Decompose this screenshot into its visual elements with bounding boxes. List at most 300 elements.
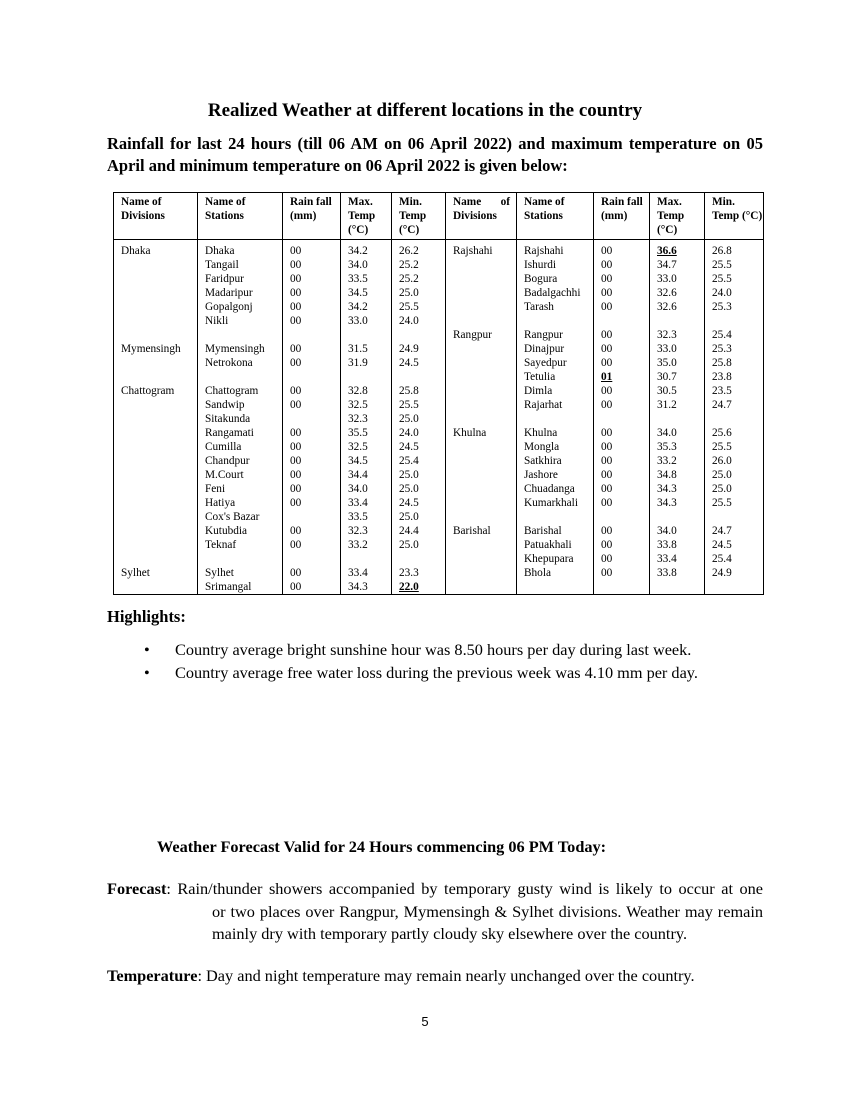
- cell-division-right: [446, 538, 517, 552]
- forecast-rest: or two places over Rangpur, Mymensingh & Sylhet divisions. Weather may remain mainly dry with temporary partly cloudy sky elsewhere over the country.: [212, 901, 763, 943]
- cell-max-temp-right: 32.6: [650, 300, 705, 314]
- cell-station-right: Sayedpur: [517, 356, 594, 370]
- cell-division: [114, 538, 198, 552]
- cell-station-right: Chuadanga: [517, 482, 594, 496]
- cell-rainfall: 00: [283, 356, 341, 370]
- cell-min-temp: 25.0: [392, 412, 446, 426]
- header-rainfall-right: Rain fall (mm): [594, 193, 650, 240]
- table-row: [114, 496, 764, 510]
- forecast-first-line: [107, 878, 763, 901]
- cell-division-right: [446, 580, 517, 595]
- cell-rainfall: 00: [283, 524, 341, 538]
- cell-min-temp: 25.5: [392, 398, 446, 412]
- cell-max-temp: 34.0: [341, 482, 392, 496]
- cell-division: [114, 258, 198, 272]
- page-title: Realized Weather at different locations in the country: [207, 100, 643, 121]
- cell-min-temp-right: 25.0: [705, 482, 764, 496]
- cell-station: Tangail: [198, 258, 283, 272]
- cell-rainfall: 00: [283, 454, 341, 468]
- cell-rainfall-right: 00: [594, 552, 650, 566]
- cell-rainfall-right: 00: [594, 258, 650, 272]
- cell-min-temp-right: [705, 412, 764, 426]
- cell-max-temp-right: [650, 412, 705, 426]
- cell-division: Dhaka: [114, 240, 198, 259]
- forecast-line1: : Rain/thunder showers accompanied by temporary gusty wind is likely to occur at one: [166, 879, 763, 898]
- cell-min-temp: 24.5: [392, 496, 446, 510]
- cell-rainfall: 00: [283, 342, 341, 356]
- table-row: [114, 524, 764, 538]
- cell-division: [114, 328, 198, 342]
- cell-min-temp: [392, 328, 446, 342]
- cell-division: [114, 286, 198, 300]
- page-number: 5: [421, 1014, 429, 1029]
- cell-rainfall: 00: [283, 240, 341, 259]
- cell-max-temp: 33.4: [341, 566, 392, 580]
- cell-min-temp: [392, 370, 446, 384]
- cell-max-temp: [341, 552, 392, 566]
- cell-rainfall-right: 00: [594, 272, 650, 286]
- cell-station: Rangamati: [198, 426, 283, 440]
- table-row: [114, 538, 764, 552]
- cell-rainfall: 00: [283, 258, 341, 272]
- cell-min-temp-right: 25.8: [705, 356, 764, 370]
- table-row: [114, 314, 764, 328]
- header-rainfall: Rain fall (mm): [283, 193, 341, 240]
- cell-rainfall: [283, 552, 341, 566]
- highlights-title: Highlights:: [107, 607, 186, 626]
- cell-division: [114, 524, 198, 538]
- cell-division: [114, 314, 198, 328]
- cell-min-temp: 26.2: [392, 240, 446, 259]
- cell-max-temp-right: 33.0: [650, 342, 705, 356]
- cell-division: [114, 370, 198, 384]
- header-division-right: Name of Divisions: [446, 193, 517, 240]
- cell-min-temp-right: 25.5: [705, 258, 764, 272]
- cell-max-temp-right: 33.4: [650, 552, 705, 566]
- cell-division-right: Rajshahi: [446, 240, 517, 259]
- cell-max-temp: 34.5: [341, 454, 392, 468]
- table-row: [114, 258, 764, 272]
- highlight-text: Country average bright sunshine hour was 8.50 hours per day during last week.: [175, 640, 692, 659]
- cell-max-temp-right: 30.7: [650, 370, 705, 384]
- highlight-text: Country average free water loss during the previous week was 4.10 mm per day.: [175, 663, 698, 682]
- table-row: [114, 412, 764, 426]
- cell-rainfall-right: 00: [594, 300, 650, 314]
- cell-station: [198, 552, 283, 566]
- cell-min-temp: 24.9: [392, 342, 446, 356]
- cell-station: Chattogram: [198, 384, 283, 398]
- cell-min-temp-right: 25.4: [705, 552, 764, 566]
- cell-max-temp: [341, 370, 392, 384]
- cell-min-temp: 24.4: [392, 524, 446, 538]
- cell-division-right: [446, 496, 517, 510]
- table-row: [114, 426, 764, 440]
- cell-max-temp-right: 33.2: [650, 454, 705, 468]
- cell-min-temp: 25.0: [392, 538, 446, 552]
- list-item: [107, 661, 767, 684]
- table-row: [114, 440, 764, 454]
- cell-division-right: [446, 552, 517, 566]
- cell-division: [114, 398, 198, 412]
- table-row: [114, 342, 764, 356]
- header-min-temp-right: Min. Temp (°C): [705, 193, 764, 240]
- cell-division: [114, 440, 198, 454]
- cell-min-temp: 22.0: [392, 580, 446, 595]
- cell-division-right: [446, 384, 517, 398]
- cell-station-right: Tetulia: [517, 370, 594, 384]
- cell-division-right: [446, 412, 517, 426]
- cell-station: Teknaf: [198, 538, 283, 552]
- table-row: [114, 300, 764, 314]
- cell-division-right: Barishal: [446, 524, 517, 538]
- cell-min-temp: 25.0: [392, 468, 446, 482]
- cell-rainfall-right: 01: [594, 370, 650, 384]
- cell-station-right: Dinajpur: [517, 342, 594, 356]
- cell-min-temp: 24.0: [392, 314, 446, 328]
- cell-min-temp: 25.2: [392, 258, 446, 272]
- table-row: [114, 580, 764, 595]
- cell-division-right: [446, 342, 517, 356]
- cell-station-right: Dimla: [517, 384, 594, 398]
- cell-min-temp-right: 24.0: [705, 286, 764, 300]
- cell-max-temp: 34.5: [341, 286, 392, 300]
- cell-max-temp-right: 33.8: [650, 566, 705, 580]
- cell-station: Nikli: [198, 314, 283, 328]
- header-station-right: Name of Stations: [517, 193, 594, 240]
- cell-station: Sitakunda: [198, 412, 283, 426]
- cell-max-temp-right: [650, 314, 705, 328]
- cell-rainfall: 00: [283, 384, 341, 398]
- cell-max-temp: 32.5: [341, 440, 392, 454]
- list-item: [107, 638, 767, 661]
- cell-rainfall-right: 00: [594, 566, 650, 580]
- cell-rainfall: 00: [283, 468, 341, 482]
- cell-station-right: [517, 510, 594, 524]
- cell-division: [114, 496, 198, 510]
- cell-division: Chattogram: [114, 384, 198, 398]
- cell-max-temp: 33.5: [341, 510, 392, 524]
- cell-station: Hatiya: [198, 496, 283, 510]
- cell-division: [114, 356, 198, 370]
- cell-rainfall-right: 00: [594, 454, 650, 468]
- cell-rainfall: 00: [283, 482, 341, 496]
- cell-min-temp: 24.5: [392, 440, 446, 454]
- cell-max-temp-right: 34.0: [650, 524, 705, 538]
- cell-min-temp-right: 25.5: [705, 440, 764, 454]
- cell-min-temp-right: 24.7: [705, 524, 764, 538]
- cell-rainfall-right: 00: [594, 496, 650, 510]
- cell-min-temp-right: [705, 580, 764, 595]
- cell-max-temp: 34.4: [341, 468, 392, 482]
- cell-division-right: [446, 566, 517, 580]
- cell-station: M.Court: [198, 468, 283, 482]
- temperature-text: : Day and night temperature may remain nearly unchanged over the country.: [197, 966, 695, 985]
- cell-min-temp-right: 23.5: [705, 384, 764, 398]
- table-row: [114, 286, 764, 300]
- cell-min-temp-right: 25.0: [705, 468, 764, 482]
- table-row: [114, 384, 764, 398]
- cell-station: Chandpur: [198, 454, 283, 468]
- bullet-icon: •: [144, 663, 150, 682]
- cell-station: Mymensingh: [198, 342, 283, 356]
- header-station: Name of Stations: [198, 193, 283, 240]
- cell-station-right: Satkhira: [517, 454, 594, 468]
- cell-max-temp: [341, 328, 392, 342]
- cell-max-temp-right: 31.2: [650, 398, 705, 412]
- cell-max-temp: 35.5: [341, 426, 392, 440]
- cell-min-temp: 23.3: [392, 566, 446, 580]
- cell-station-right: Tarash: [517, 300, 594, 314]
- table-row: [114, 370, 764, 384]
- cell-max-temp-right: 33.8: [650, 538, 705, 552]
- cell-rainfall: 00: [283, 538, 341, 552]
- cell-division: [114, 272, 198, 286]
- cell-station-right: Rajshahi: [517, 240, 594, 259]
- cell-rainfall-right: 00: [594, 482, 650, 496]
- cell-division: [114, 300, 198, 314]
- cell-min-temp-right: 26.0: [705, 454, 764, 468]
- cell-min-temp-right: 24.9: [705, 566, 764, 580]
- cell-rainfall: 00: [283, 314, 341, 328]
- cell-rainfall-right: 00: [594, 398, 650, 412]
- cell-division-right: [446, 356, 517, 370]
- cell-min-temp-right: 25.6: [705, 426, 764, 440]
- cell-division-right: [446, 398, 517, 412]
- cell-rainfall-right: 00: [594, 240, 650, 259]
- cell-station-right: Ishurdi: [517, 258, 594, 272]
- cell-max-temp: 33.5: [341, 272, 392, 286]
- table-row: [114, 552, 764, 566]
- cell-rainfall: 00: [283, 426, 341, 440]
- cell-min-temp: 25.0: [392, 510, 446, 524]
- cell-station: Faridpur: [198, 272, 283, 286]
- cell-station-right: Khulna: [517, 426, 594, 440]
- cell-rainfall-right: 00: [594, 468, 650, 482]
- cell-rainfall: 00: [283, 300, 341, 314]
- cell-division: Sylhet: [114, 566, 198, 580]
- cell-max-temp: 34.3: [341, 580, 392, 595]
- cell-station: Sylhet: [198, 566, 283, 580]
- cell-max-temp-right: [650, 510, 705, 524]
- cell-min-temp-right: 24.5: [705, 538, 764, 552]
- cell-rainfall: 00: [283, 286, 341, 300]
- cell-station: Sandwip: [198, 398, 283, 412]
- cell-division-right: [446, 314, 517, 328]
- cell-max-temp: 34.2: [341, 240, 392, 259]
- table-row: [114, 454, 764, 468]
- bullet-icon: •: [144, 640, 150, 659]
- cell-rainfall: [283, 370, 341, 384]
- cell-max-temp-right: 34.3: [650, 482, 705, 496]
- cell-min-temp-right: 25.5: [705, 272, 764, 286]
- cell-station: Dhaka: [198, 240, 283, 259]
- cell-min-temp-right: [705, 510, 764, 524]
- cell-station-right: [517, 412, 594, 426]
- cell-max-temp: 32.3: [341, 524, 392, 538]
- cell-station: [198, 328, 283, 342]
- cell-division-right: [446, 258, 517, 272]
- cell-rainfall: [283, 510, 341, 524]
- cell-station: Netrokona: [198, 356, 283, 370]
- cell-max-temp: 31.9: [341, 356, 392, 370]
- cell-rainfall-right: 00: [594, 440, 650, 454]
- cell-station-right: Kumarkhali: [517, 496, 594, 510]
- table-row: [114, 566, 764, 580]
- cell-division: [114, 426, 198, 440]
- cell-station-right: Barishal: [517, 524, 594, 538]
- cell-rainfall-right: 00: [594, 538, 650, 552]
- cell-rainfall-right: [594, 510, 650, 524]
- cell-rainfall: 00: [283, 440, 341, 454]
- cell-station: Kutubdia: [198, 524, 283, 538]
- cell-rainfall-right: 00: [594, 524, 650, 538]
- cell-station-right: Bogura: [517, 272, 594, 286]
- cell-division: Mymensingh: [114, 342, 198, 356]
- table-row: [114, 272, 764, 286]
- table-row: [114, 328, 764, 342]
- cell-max-temp-right: 30.5: [650, 384, 705, 398]
- cell-station-right: Rajarhat: [517, 398, 594, 412]
- cell-min-temp-right: [705, 314, 764, 328]
- header-min-temp: Min. Temp (°C): [392, 193, 446, 240]
- cell-rainfall: [283, 412, 341, 426]
- cell-rainfall-right: 00: [594, 342, 650, 356]
- cell-max-temp: 32.5: [341, 398, 392, 412]
- cell-station: Cumilla: [198, 440, 283, 454]
- table-row: [114, 356, 764, 370]
- cell-station-right: Mongla: [517, 440, 594, 454]
- table-row: [114, 510, 764, 524]
- cell-station: Srimangal: [198, 580, 283, 595]
- cell-station: Cox's Bazar: [198, 510, 283, 524]
- table-row: [114, 468, 764, 482]
- cell-rainfall-right: 00: [594, 356, 650, 370]
- cell-division: [114, 468, 198, 482]
- table-row: [114, 398, 764, 412]
- cell-max-temp-right: [650, 580, 705, 595]
- cell-max-temp-right: 33.0: [650, 272, 705, 286]
- cell-max-temp-right: 36.6: [650, 240, 705, 259]
- cell-station: Gopalgonj: [198, 300, 283, 314]
- cell-max-temp: 34.2: [341, 300, 392, 314]
- cell-station: Feni: [198, 482, 283, 496]
- cell-min-temp: 24.5: [392, 356, 446, 370]
- cell-division-right: [446, 440, 517, 454]
- cell-min-temp: [392, 552, 446, 566]
- cell-max-temp: 33.2: [341, 538, 392, 552]
- cell-min-temp-right: 24.7: [705, 398, 764, 412]
- cell-min-temp: 24.0: [392, 426, 446, 440]
- cell-rainfall: 00: [283, 272, 341, 286]
- cell-max-temp-right: 35.0: [650, 356, 705, 370]
- cell-max-temp: 32.8: [341, 384, 392, 398]
- cell-max-temp: 33.0: [341, 314, 392, 328]
- cell-rainfall-right: 00: [594, 384, 650, 398]
- cell-division-right: Rangpur: [446, 328, 517, 342]
- cell-rainfall: 00: [283, 566, 341, 580]
- cell-station-right: [517, 580, 594, 595]
- cell-rainfall-right: 00: [594, 286, 650, 300]
- cell-station-right: Jashore: [517, 468, 594, 482]
- cell-division: [114, 552, 198, 566]
- cell-min-temp-right: 23.8: [705, 370, 764, 384]
- cell-max-temp-right: 32.6: [650, 286, 705, 300]
- cell-rainfall-right: 00: [594, 426, 650, 440]
- cell-min-temp-right: 25.3: [705, 342, 764, 356]
- cell-max-temp-right: 34.8: [650, 468, 705, 482]
- cell-division: [114, 482, 198, 496]
- cell-division-right: Khulna: [446, 426, 517, 440]
- cell-division-right: [446, 300, 517, 314]
- cell-min-temp: 25.2: [392, 272, 446, 286]
- cell-max-temp: 34.0: [341, 258, 392, 272]
- cell-division-right: [446, 272, 517, 286]
- cell-station-right: Khepupara: [517, 552, 594, 566]
- cell-min-temp: 25.8: [392, 384, 446, 398]
- cell-division: [114, 412, 198, 426]
- cell-division-right: [446, 286, 517, 300]
- cell-rainfall-right: 00: [594, 328, 650, 342]
- cell-rainfall-right: [594, 314, 650, 328]
- cell-rainfall: 00: [283, 398, 341, 412]
- table-row: [114, 482, 764, 496]
- cell-station-right: [517, 314, 594, 328]
- cell-division-right: [446, 468, 517, 482]
- forecast-paragraph: [107, 878, 763, 946]
- table-body: [114, 240, 764, 595]
- forecast-title: Weather Forecast Valid for 24 Hours commencing 06 PM Today:: [157, 837, 607, 856]
- cell-min-temp: 25.0: [392, 286, 446, 300]
- cell-min-temp: 25.5: [392, 300, 446, 314]
- cell-rainfall: 00: [283, 580, 341, 595]
- cell-division-right: [446, 482, 517, 496]
- cell-division: [114, 580, 198, 595]
- cell-max-temp-right: 34.7: [650, 258, 705, 272]
- cell-min-temp: 25.0: [392, 482, 446, 496]
- cell-min-temp-right: 25.4: [705, 328, 764, 342]
- cell-division: [114, 454, 198, 468]
- cell-station-right: Patuakhali: [517, 538, 594, 552]
- table-header-row: [114, 193, 764, 240]
- cell-station: [198, 370, 283, 384]
- forecast-label: Forecast: [107, 879, 167, 898]
- cell-max-temp-right: 34.0: [650, 426, 705, 440]
- cell-rainfall: 00: [283, 496, 341, 510]
- cell-division-right: [446, 510, 517, 524]
- header-max-temp-right: Max. Temp (°C): [650, 193, 705, 240]
- intro-paragraph: Rainfall for last 24 hours (till 06 AM on 06 April 2022) and maximum temperature on 05 April and minimum temperature on 06 April 2022 is given below:: [107, 134, 763, 175]
- cell-max-temp-right: 34.3: [650, 496, 705, 510]
- header-division: Name of Divisions: [114, 193, 198, 240]
- cell-division-right: [446, 454, 517, 468]
- table-row: [114, 240, 764, 259]
- temperature-label: Temperature: [107, 966, 198, 985]
- cell-station: Madaripur: [198, 286, 283, 300]
- cell-division-right: [446, 370, 517, 384]
- weather-table: [113, 192, 764, 595]
- cell-min-temp-right: 25.5: [705, 496, 764, 510]
- cell-min-temp-right: 25.3: [705, 300, 764, 314]
- cell-max-temp: 33.4: [341, 496, 392, 510]
- cell-max-temp-right: 35.3: [650, 440, 705, 454]
- cell-rainfall-right: [594, 580, 650, 595]
- cell-min-temp: 25.4: [392, 454, 446, 468]
- cell-max-temp: 31.5: [341, 342, 392, 356]
- cell-max-temp-right: 32.3: [650, 328, 705, 342]
- temperature-paragraph: [107, 966, 695, 986]
- cell-division: [114, 510, 198, 524]
- header-max-temp: Max. Temp (°C): [341, 193, 392, 240]
